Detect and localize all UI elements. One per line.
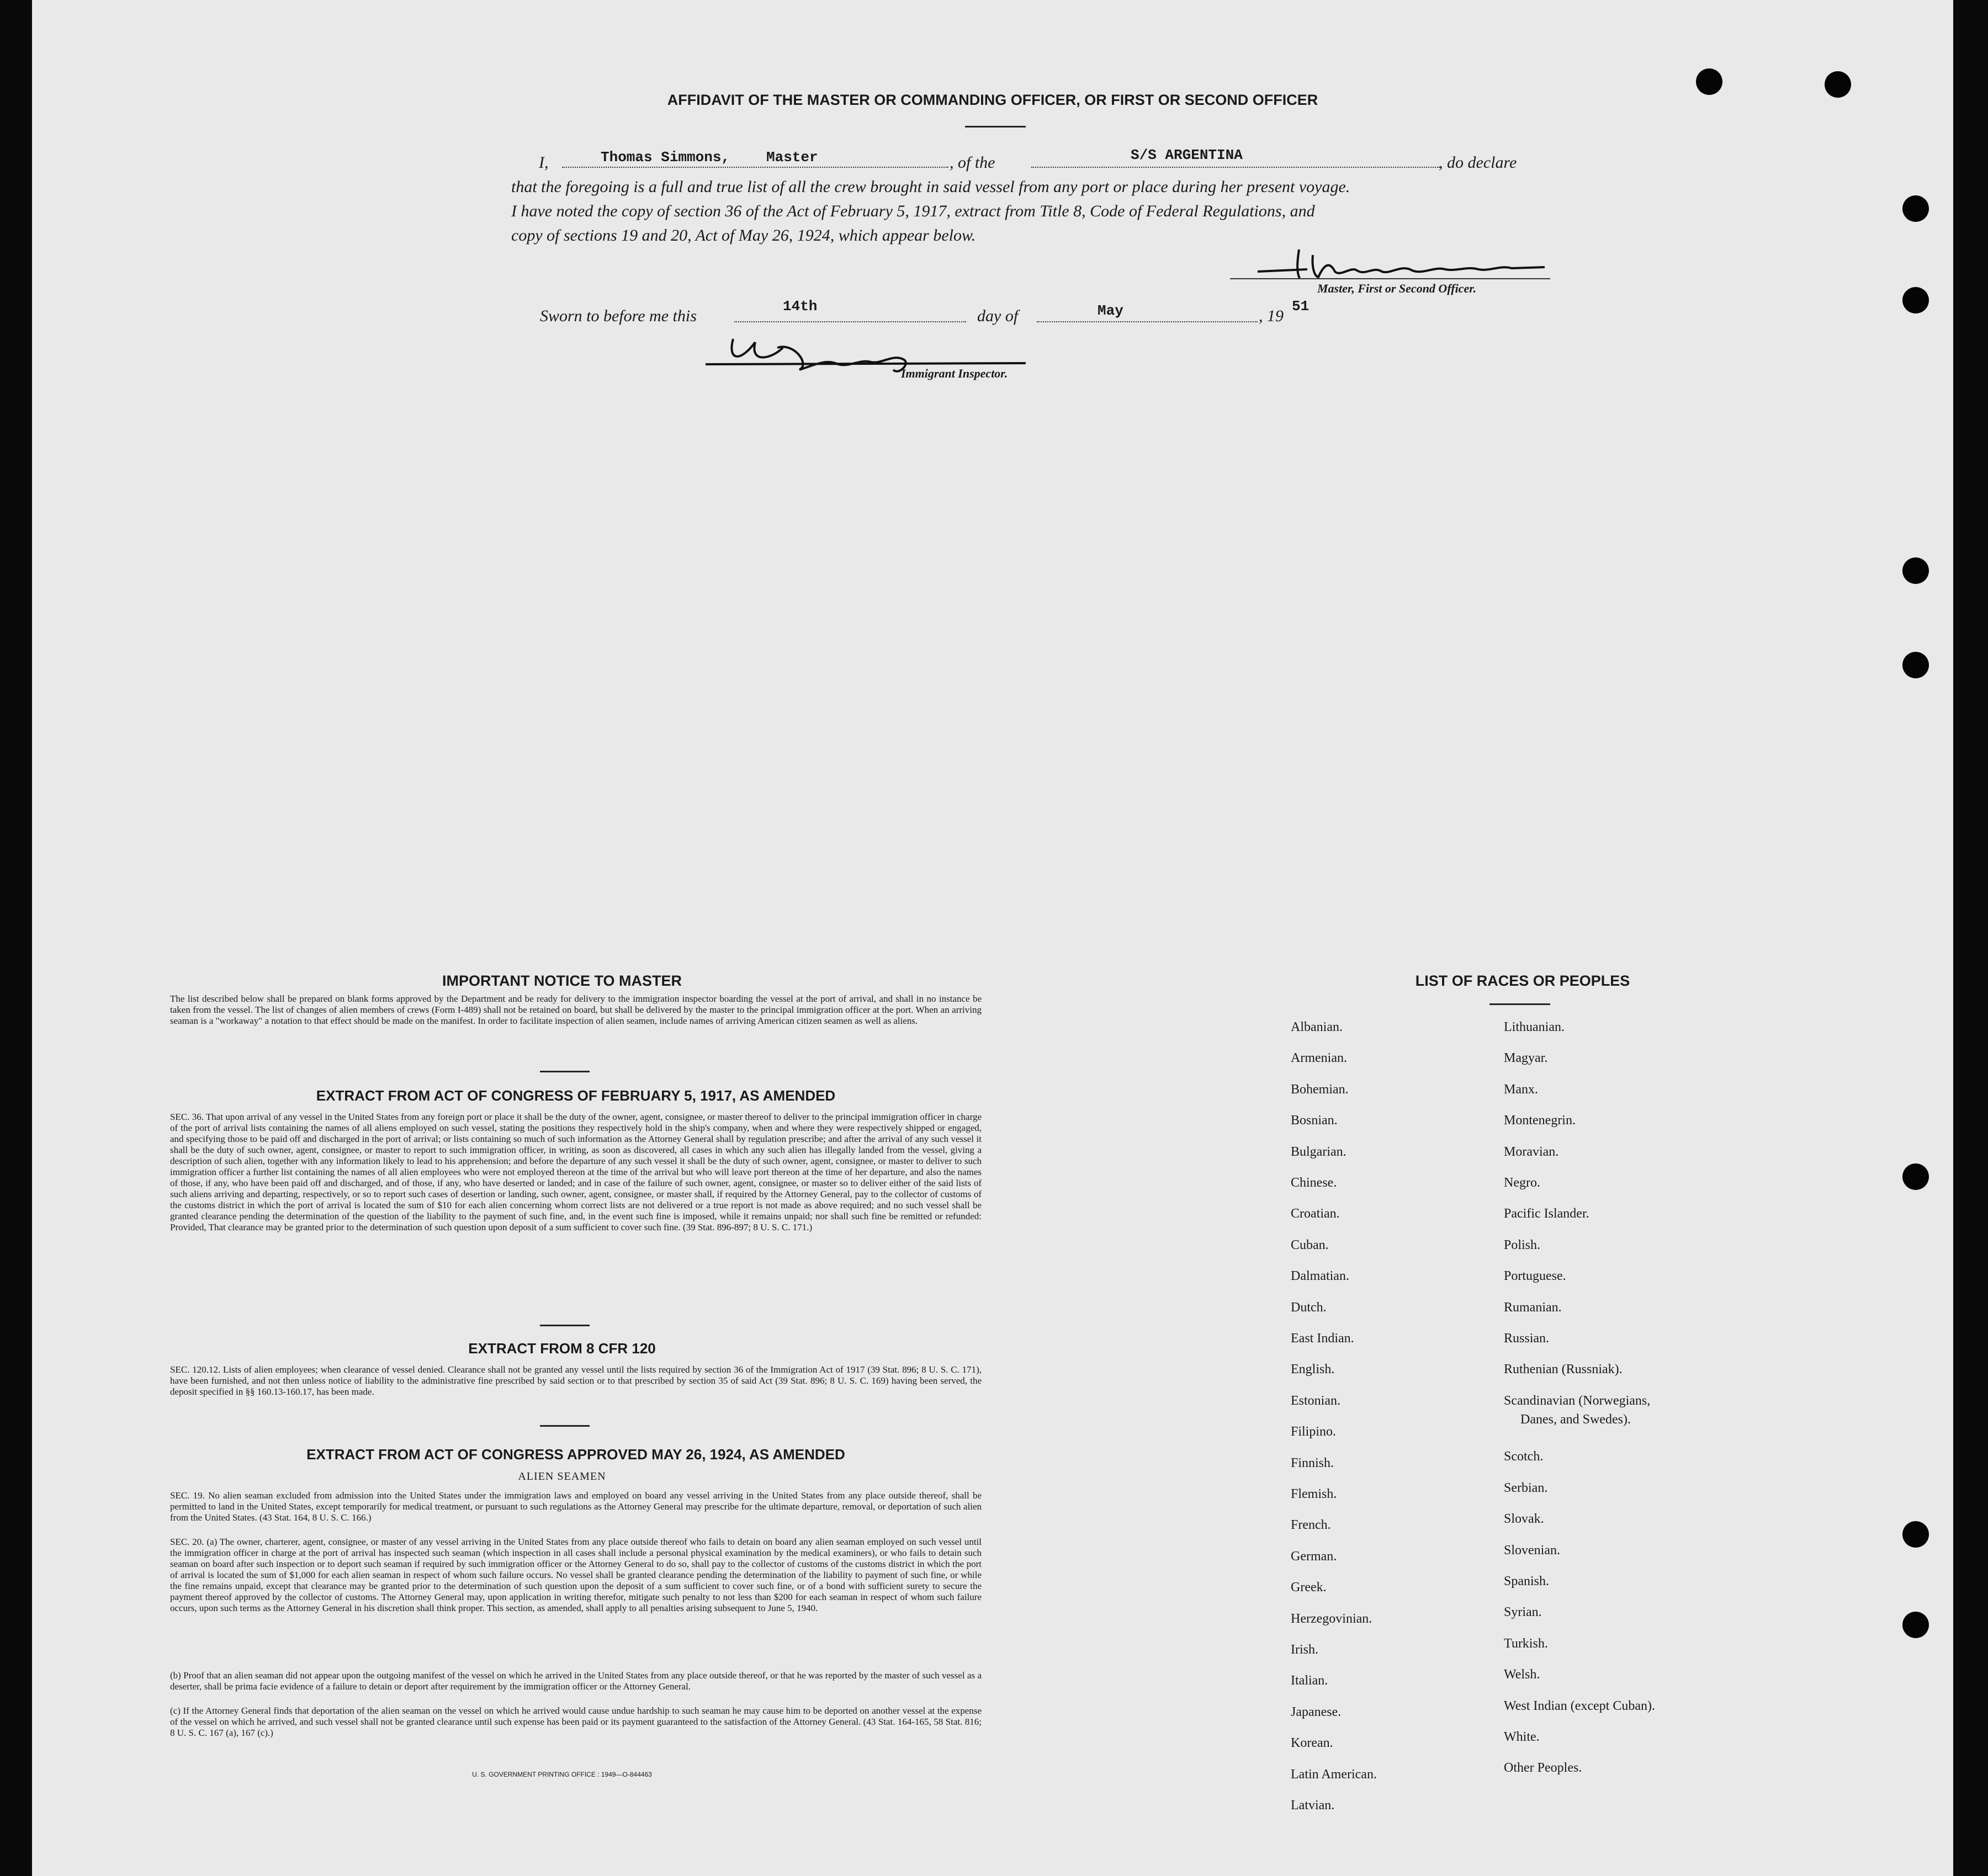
divider	[965, 126, 1026, 127]
punch-hole-icon	[1902, 1521, 1929, 1548]
sworn-text: Sworn to before me this	[540, 307, 697, 325]
race-item: Japanese.	[1291, 1704, 1342, 1719]
race-item: Magyar.	[1504, 1051, 1548, 1066]
race-item: Polish.	[1504, 1237, 1541, 1252]
year-prefix: , 19	[1259, 307, 1284, 325]
divider	[540, 1325, 590, 1326]
extract-cfr-text: SEC. 120.12. Lists of alien employees; when clearance of vessel denied. Clearance shall not be granted any vessel until the lists required by section 36 of the Immigration Act of 1917 (39 Stat. 896; 8 U. S. C. 171), have been furnished, and not then unless notice of liability to the administrative fine prescribed by said section or to that prescribed by section 35 of said Act (39 Stat. 896; 8 U. S. C. 169) having been served, the deposit specified in §§ 160.13-160.17, has been made.	[170, 1364, 982, 1397]
race-item: Negro.	[1504, 1176, 1540, 1190]
vessel-line	[1031, 167, 1440, 168]
race-item: Bohemian.	[1291, 1082, 1349, 1097]
race-item: French.	[1291, 1518, 1331, 1533]
vessel-name: S/S ARGENTINA	[1131, 147, 1243, 163]
race-item: Spanish.	[1504, 1574, 1550, 1588]
race-item: Finnish.	[1291, 1455, 1334, 1470]
race-item: Serbian.	[1504, 1480, 1548, 1495]
race-item: Dutch.	[1291, 1300, 1327, 1315]
race-item: Lithuanian.	[1504, 1020, 1565, 1034]
do-declare-text: , do declare	[1439, 153, 1517, 172]
race-item: Greek.	[1291, 1580, 1327, 1595]
punch-hole-icon	[1825, 71, 1851, 98]
divider	[540, 1425, 590, 1427]
race-item: Bulgarian.	[1291, 1144, 1346, 1159]
race-item: Chinese.	[1291, 1176, 1337, 1190]
race-item: Other Peoples.	[1504, 1761, 1582, 1776]
affidavit-line-4: copy of sections 19 and 20, Act of May 26, 1924, which appear below.	[511, 226, 976, 245]
inspector-caption: Immigrant Inspector.	[901, 366, 1008, 380]
extract-1917-title: EXTRACT FROM ACT OF CONGRESS OF FEBRUARY 5, 1917, AS AMENDED	[316, 1087, 836, 1104]
affidavit-pronoun: I,	[539, 153, 549, 172]
extract-1924-sec20c: (c) If the Attorney General finds that deportation of the alien seaman on the vessel on which he arrived would cause undue hardship to such seaman he may cause him to be deported on another vessel at the expense of the vessel on which he arrived, and such vessel shall not be granted clearance until such expense has been paid or its payment guaranteed to the satisfaction of the Attorney General. (43 Stat. 164-165, 58 Stat. 816; 8 U. S. C. 167 (a), 167 (c).)	[170, 1705, 982, 1738]
race-item: Slovenian.	[1504, 1543, 1560, 1558]
sworn-day: 14th	[783, 298, 818, 315]
notice-text: The list described below shall be prepared on blank forms approved by the Department and be ready for delivery to the immigration inspector boarding the vessel at the port of arrival, and shall in no instance be taken from the vessel. The list of changes of alien members of crews (Form I-489) shall not be retained on board, but shall be delivered by the master to the principal immigration officer at the port. When an arriving seaman is a "workaway" a notation to that effect should be made on the manifest. In order to facilitate inspection of alien seamen, include names of arriving American citizen seamen as well as aliens.	[170, 993, 982, 1026]
punch-hole-icon	[1902, 195, 1929, 222]
extract-1924-sec19: SEC. 19. No alien seaman excluded from admission into the United States under the immigration laws and employed on board any vessel arriving in the United States from any place outside thereof, shall be permitted to land in the United States, except temporarily for medical treatment, or pursuant to such regulations as the Attorney General may prescribe for the ultimate departure, removal, or deportation of such alien from the United States. (43 Stat. 164, 8 U. S. C. 166.)	[170, 1490, 982, 1523]
affidavit-title: AFFIDAVIT OF THE MASTER OR COMMANDING OFFICER, OR FIRST OR SECOND OFFICER	[667, 92, 1318, 108]
punch-hole-icon	[1902, 287, 1929, 313]
extract-1924-subtitle: ALIEN SEAMEN	[518, 1470, 606, 1482]
extract-1917-text: SEC. 36. That upon arrival of any vessel in the United States from any foreign port or place it shall be the duty of the owner, agent, consignee, or master thereof to deliver to the principal immigration officer in charge of the port of arrival lists containing the names of all aliens employed on such vessel, stating the positions they respectively hold in the ship's company, when and where they were respectively shipped or engaged, and specifying those to be paid off and discharged in the port of arrival; or lists containing so much of such information as the Attorney General shall by regulation prescribe; and after the arrival of any such vessel it shall be the duty of such owner, agent, consignee, or master to report to such immigration officer, in writing, as soon as discovered, all cases in which any such alien has illegally landed from the vessel, giving a description of such alien, together with any information likely to lead to his apprehension; and before the departure of any such vessel it shall be the duty of such owner, agent, consignee, or master to deliver to such immigration officer a further list containing the names of all alien employees who were not employed thereon at the time of the arrival but who will leave port thereon at the time of her departure, and also the names of those, if any, who have been paid off and discharged, and of those, if any, who have deserted or landed; and in case of the failure of such owner, agent, consignee, or master so to deliver either of the said lists of such aliens arriving and departing, respectively, or so to report such cases of desertion or landing, such owner, agent, consignee, or master shall, if required by the Attorney General, pay to the collector of customs of the customs district in which the port of arrival is located the sum of $10 for each alien concerning whom correct lists are not delivered or a true report is not made as above required; and no such vessel shall be granted clearance pending the determination of the question of the liability to the payment of such fine, and, in the event such fine is imposed, while it remains unpaid; nor shall such fine be remitted or refunded: Provided, That clearance may be granted prior to the determination of such question upon deposit of a sum sufficient to cover such fine. (39 Stat. 896-897; 8 U. S. C. 171.)	[170, 1112, 982, 1232]
affidavit-line-2: that the foregoing is a full and true list of all the crew brought in said vessel from any port or place during her present voyage.	[511, 178, 1350, 196]
master-name: Thomas Simmons,	[601, 149, 730, 166]
name-line	[562, 167, 948, 168]
race-item: White.	[1504, 1729, 1540, 1744]
race-item: Scandinavian (Norwegians,	[1504, 1393, 1651, 1408]
divider	[540, 1071, 590, 1072]
extract-1924-sec20a: SEC. 20. (a) The owner, charterer, agent, consignee, or master of any vessel arriving in the United States from any place outside thereof who fails to detain on board any alien seaman employed on such vessel until the immigration officer in charge at the port of arrival has inspected such seaman (which inspection in all cases shall include a personal physical examination by the medical examiners), or who fails to detain such seaman on board after such inspection or to deport such seaman if required by such immigration officer or the Attorney General to do so, shall pay to the collector of customs of the customs district in which the port of arrival is located the sum of $1,000 for each alien seaman in respect of whom such failure occurs. No vessel shall be granted clearance pending the determination of the liability to payment of such fine, or while the fine remains unpaid, except that clearance may be granted prior to the determination of such question upon the deposit of a sum sufficient to cover such fine, or of a bond with sufficient surety to secure the payment thereof approved by the collector of customs. The Attorney General may, upon application in writing therefor, mitigate such penalty to not less than $200 for each seaman in respect of whom such failure occurs, upon such terms as the Attorney General in his discretion shall think proper. This section, as amended, shall apply to all penalties arising subsequent to June 5, 1940.	[170, 1537, 982, 1613]
of-the-text: , of the	[950, 153, 995, 172]
punch-hole-icon	[1902, 652, 1929, 678]
notice-title: IMPORTANT NOTICE TO MASTER	[442, 972, 682, 989]
document-page	[32, 0, 1953, 1876]
day-line	[734, 321, 966, 322]
month-line	[1037, 321, 1258, 322]
race-item: Croatian.	[1291, 1207, 1340, 1221]
master-caption: Master, First or Second Officer.	[1317, 281, 1477, 295]
affidavit-line-3: I have noted the copy of section 36 of the Act of February 5, 1917, extract from Title 8, Code of Federal Regulations, and	[511, 202, 1315, 220]
punch-hole-icon	[1902, 1163, 1929, 1190]
race-item: Dalmatian.	[1291, 1269, 1349, 1284]
race-item: Korean.	[1291, 1736, 1333, 1751]
race-item: Montenegrin.	[1504, 1113, 1576, 1128]
race-item: Herzegovinian.	[1291, 1611, 1372, 1626]
race-item: Russian.	[1504, 1331, 1550, 1346]
race-item: Latvian.	[1291, 1798, 1335, 1813]
race-item: Bosnian.	[1291, 1113, 1338, 1128]
master-rank: Master	[766, 149, 818, 166]
extract-1924-sec20b: (b) Proof that an alien seaman did not appear upon the outgoing manifest of the vessel on which he arrived in the United States from any place outside thereof, or that he was reported by the master of such vessel as a deserter, shall be prima facie evidence of a failure to detain or deport after requirement by the immigration officer or the Attorney General.	[170, 1670, 982, 1692]
race-item: Portuguese.	[1504, 1269, 1566, 1284]
punch-hole-icon	[1902, 1612, 1929, 1638]
race-item: Danes, and Swedes).	[1520, 1412, 1631, 1427]
race-item: Welsh.	[1504, 1667, 1540, 1682]
race-item: Armenian.	[1291, 1051, 1347, 1066]
sworn-month: May	[1098, 302, 1123, 319]
race-item: Filipino.	[1291, 1425, 1337, 1439]
race-item: Italian.	[1291, 1673, 1328, 1688]
race-item: Scotch.	[1504, 1449, 1544, 1464]
race-item: Estonian.	[1291, 1393, 1340, 1408]
race-item: East Indian.	[1291, 1331, 1354, 1346]
race-item: Latin American.	[1291, 1767, 1377, 1782]
printer-imprint: U. S. GOVERNMENT PRINTING OFFICE : 1949—O-844463	[472, 1771, 652, 1778]
punch-hole-icon	[1902, 557, 1929, 584]
race-item: Ruthenian (Russniak).	[1504, 1362, 1623, 1377]
race-item: German.	[1291, 1549, 1337, 1564]
extract-1924-title: EXTRACT FROM ACT OF CONGRESS APPROVED MAY 26, 1924, AS AMENDED	[306, 1446, 845, 1463]
race-item: Pacific Islander.	[1504, 1207, 1589, 1221]
punch-hole-icon	[1696, 68, 1722, 95]
race-item: Cuban.	[1291, 1237, 1329, 1252]
race-item: West Indian (except Cuban).	[1504, 1698, 1655, 1713]
divider	[1489, 1003, 1550, 1005]
race-item: Albanian.	[1291, 1020, 1343, 1034]
race-item: English.	[1291, 1362, 1335, 1377]
extract-cfr-title: EXTRACT FROM 8 CFR 120	[468, 1340, 656, 1357]
race-item: Turkish.	[1504, 1636, 1548, 1651]
race-item: Rumanian.	[1504, 1300, 1562, 1315]
race-item: Irish.	[1291, 1643, 1318, 1657]
race-item: Flemish.	[1291, 1487, 1337, 1501]
sworn-year: 51	[1292, 298, 1310, 315]
race-item: Slovak.	[1504, 1512, 1544, 1527]
race-item: Manx.	[1504, 1082, 1538, 1097]
race-item: Moravian.	[1504, 1144, 1559, 1159]
race-item: Syrian.	[1504, 1605, 1542, 1620]
races-title: LIST OF RACES OR PEOPLES	[1415, 972, 1630, 989]
day-of-text: day of	[977, 307, 1019, 325]
master-signature-line	[1230, 278, 1550, 279]
